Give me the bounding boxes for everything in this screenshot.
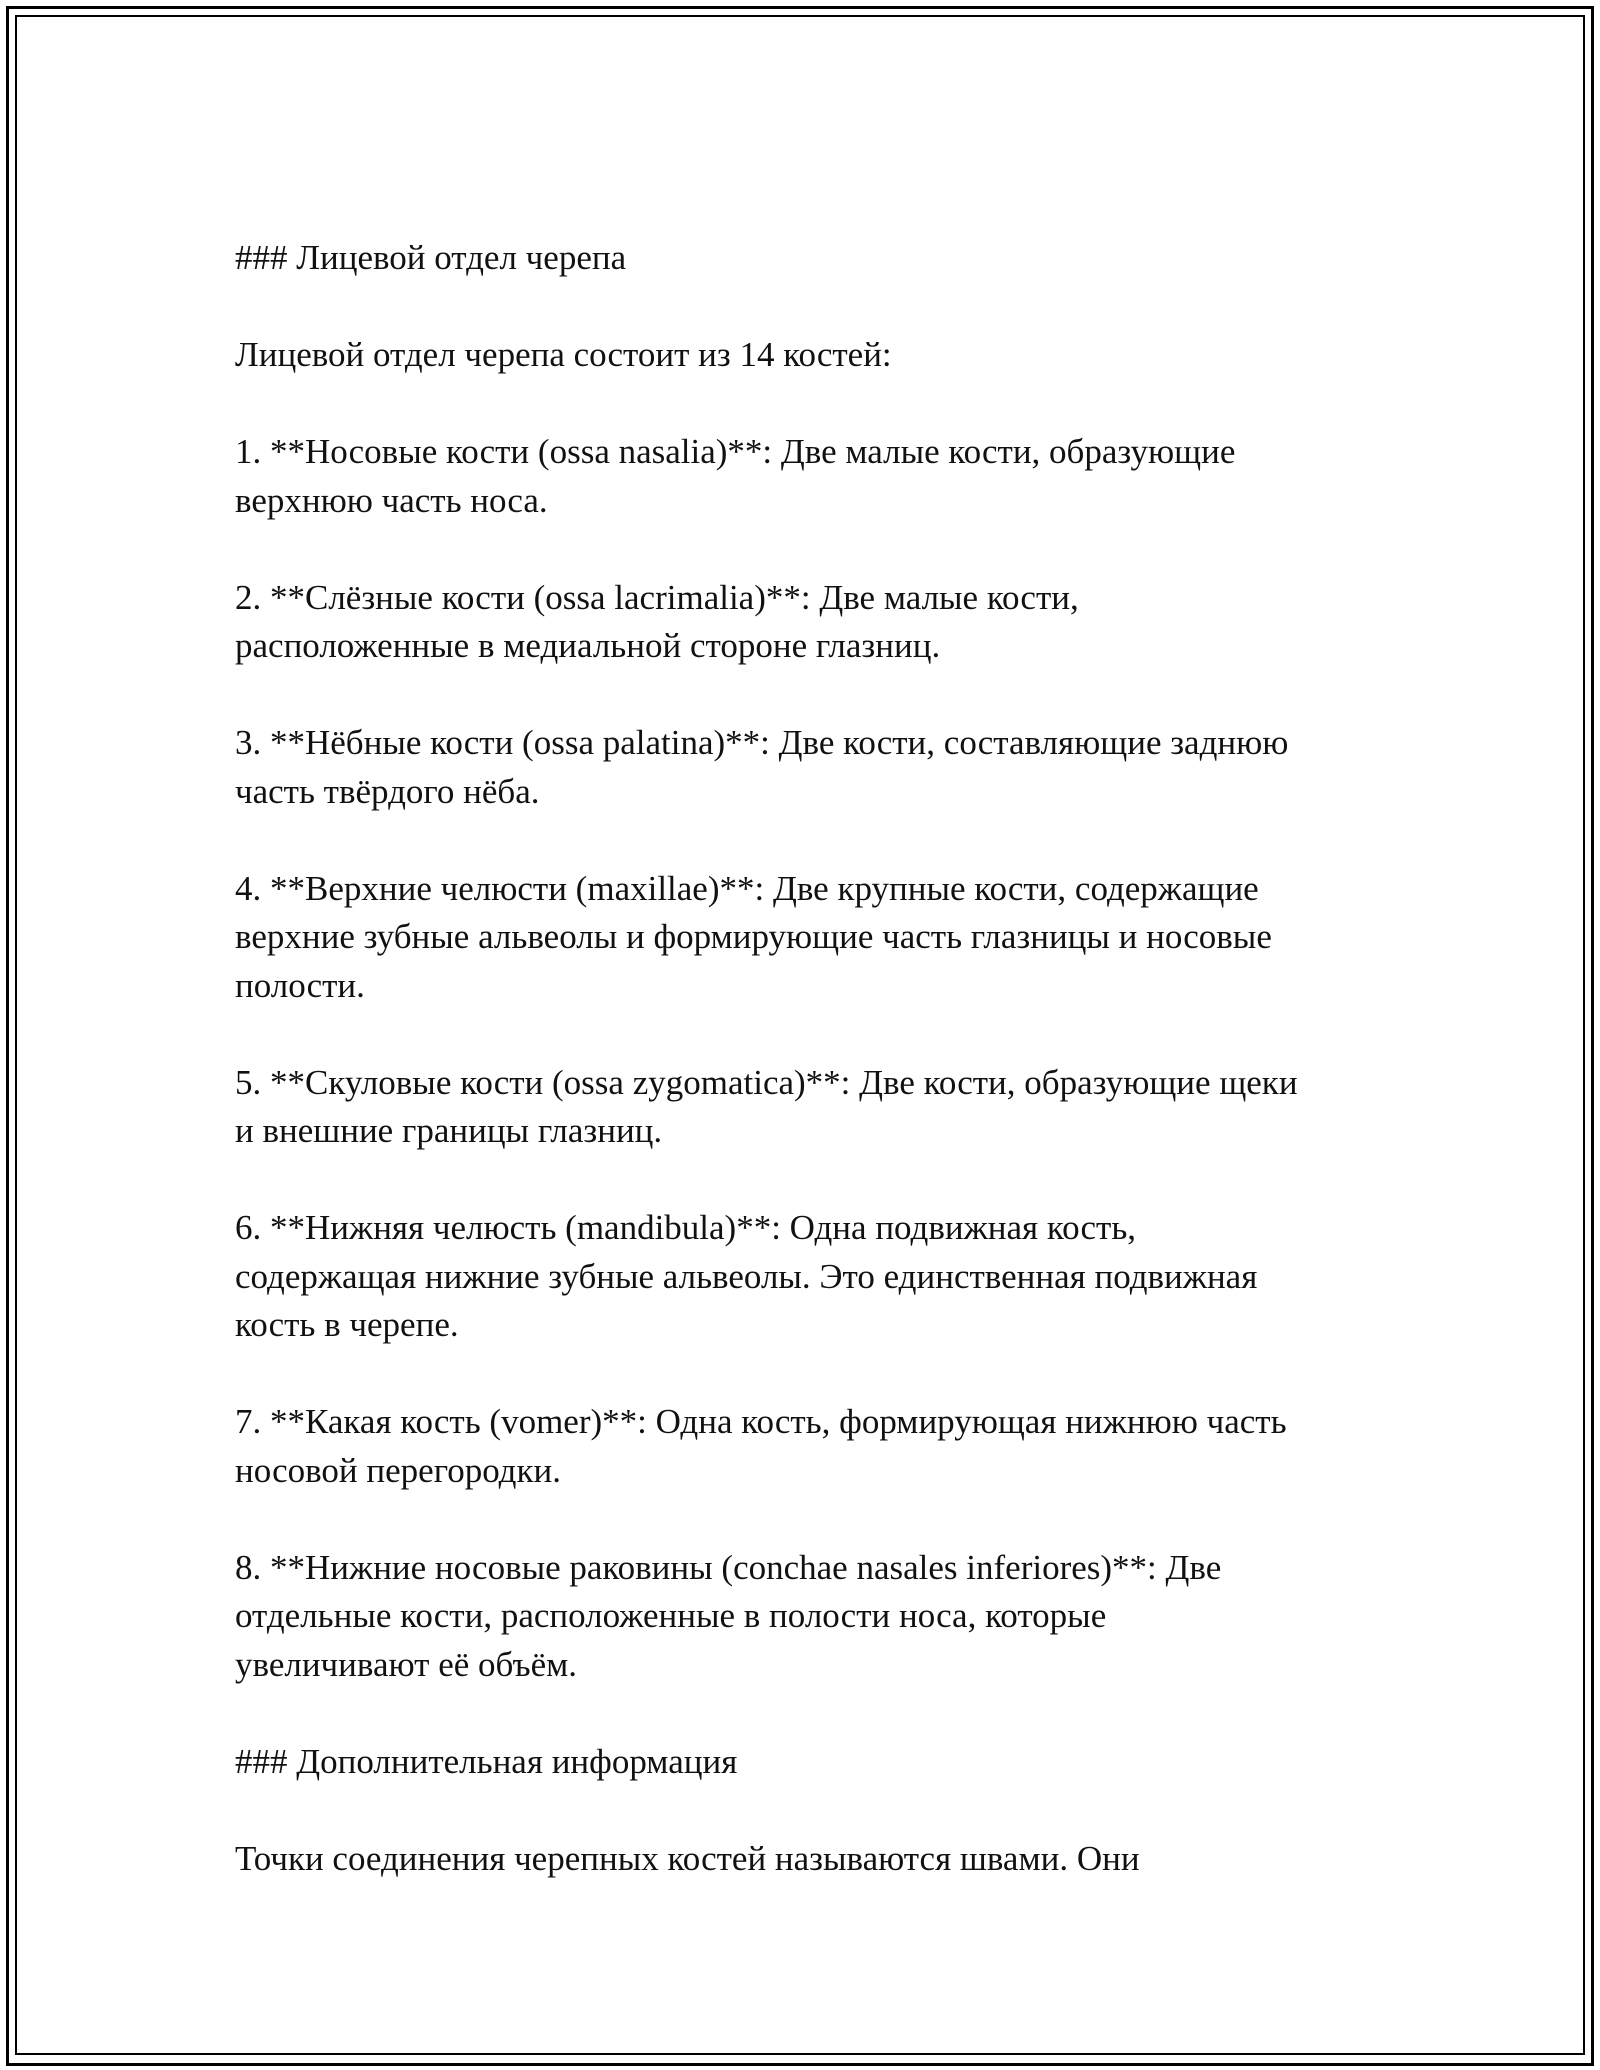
list-item-5: 5. **Скуловые кости (ossa zygomatica)**: Две кости, образующие щеки и внешние границы глазниц. (235, 1062, 1298, 1150)
document-body (235, 234, 1375, 1883)
list-item-1: 1. **Носовые кости (ossa nasalia)**: Две малые кости, образующие верхнюю часть носа. (235, 432, 1236, 520)
list-item-2: 2. **Слёзные кости (ossa lacrimalia)**: Две малые кости, расположенные в медиальной стороне глазниц. (235, 577, 1079, 665)
closing-paragraph: Точки соединения черепных костей называются швами. Они (235, 1838, 1140, 1878)
intro-paragraph: Лицевой отдел черепа состоит из 14 костей: (235, 335, 892, 374)
list-item-4: 4. **Верхние челюсти (maxillae)**: Две крупные кости, содержащие верхние зубные альвеолы и формирующие часть глазницы и носовые полости. (235, 868, 1272, 1005)
section-heading-additional-info: ### Дополнительная информация (235, 1741, 738, 1781)
section-heading-facial-skull: ### Лицевой отдел черепа (235, 238, 627, 277)
list-item-8: 8. **Нижние носовые раковины (conchae nasales inferiores)**: Две отдельные кости, расположенные в полости носа, которые увеличивают её объём. (235, 1547, 1222, 1684)
list-item-7: 7. **Какая кость (vomer)**: Одна кость, формирующая нижнюю часть носовой перегородки. (235, 1402, 1287, 1490)
list-item-6: 6. **Нижняя челюсть (mandibula)**: Одна подвижная кость, содержащая нижние зубные альвеолы. Это единственная подвижная кость в черепе. (235, 1208, 1258, 1344)
list-item-3: 3. **Нёбные кости (ossa palatina)**: Две кости, составляющие заднюю часть твёрдого нёба. (235, 723, 1289, 811)
